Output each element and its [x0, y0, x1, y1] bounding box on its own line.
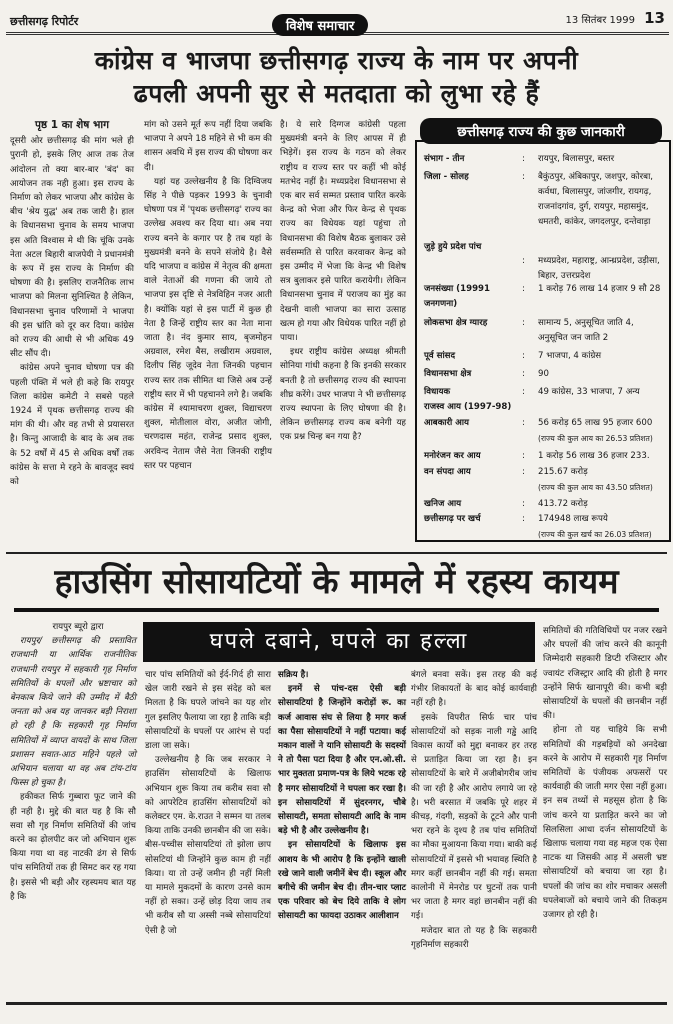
paragraph: होना तो यह चाहिये कि सभी समितियों की गड़बड़ियों को अनदेखा करने के आरोप में सहकारी गृह निर्माण समितियों के पंजीयक अफसरों पर कार्यवाही की जाती मगर ऐसा नहीं हुआ। इन सब तथ्यों से महसूस होता है कि जांच करने या प्रताड़ित करने का जो सिलसिला आधा दर्जन सोसायटियों के खिलाफ चलाया गया वह महज एक ऐसा नाटक था जिसकी आड़ में असली भ्रष्ट सोसायटियों को बचाया जा रहा है। घपलों की जांच का शोर मचाकर असली घपलेबाजों को बचाये जाने की तिकड़म उजागर हो रही है।	[543, 725, 667, 921]
story1-headline	[0, 44, 673, 110]
paragraph: इनमें से पांच-दस ऐसी बड़ी सोसायटियां है जिन्होंने करोड़ों रू. का कर्ज आवास संघ से लिया है मगर कर्ज का पैसा सोसायटियों ने नहीं पटाया। कई मकान वालों ने यानि सोसायटी के सदस्यों ने तो पैसा पटा दिया है और एन.ओ.सी. भार मुक्तता प्रमाण-पत्र के लिये भटक रहे है मगर सोसायटियों ने घपला कर रखा है। इन सोसायटियों में सुंदरनगर, चौबे सोसायटी, समता सोसायटी आदि के नाम बड़े भी है और उल्लेखनीय है।	[278, 684, 406, 837]
paragraph: इसके विपरीत सिर्फ चार पांच सोसायटियों को सड़क नाली गड्ढे आदि विकास कार्यों को मुद्दा बनाकर हर तरह से प्रताड़ित किया जा रहा है। इन सोसायटियों के बारे में अजीबोगरीब जांच की जा रही है और आरोप लगाये जा रहे है। भरी बरसात में जबकि पूरे शहर में कीचड़, गंदगी, सड़कों के टूटने और पानी भरा रहने के दृश्य है तब पांच समितियों का मौका मुआयना किया गया। बाकी कई सोसायटियों में इससे भी भयावह स्थिति है मगर कहीं छानबीन नहीं की गई। समता कालोनी में मेनरोड पर घुटनों तक पानी भर जाता है मगर वहां छानबीन नहीं की गई।	[411, 712, 537, 922]
factbox-row: जिला - सोलह : बैकुंठपुर, अंबिकापुर, जशपुर, कोरबा, कर्वधा, बिलासपुर, जांजगीर, रायगढ़, राजनांदगांव, दुर्ग, रायपुर, महासमुंद, धमतरी, कांकेर, जगदलपुर, दन्तेवाड़ा	[424, 172, 654, 227]
factbox-row: राजस्व आय (1997-98)	[424, 402, 512, 412]
story2-headline: हाउसिंग सोसायटियों के मामले में रहस्य कायम	[54, 562, 619, 602]
paragraph: रायपुर/ छत्तीसगढ़ की प्रस्तावित राजधानी या आर्थिक राजनीतिक राजधानी रायपुर में सहकारी गृह निर्माण समितियों के घपलों और भ्रष्टाचार को बेनकाब किये जाने की उम्मीद में बैठी जनता को अब यह जानकर बड़ी निराशा हो रही है कि सहकारी गृह निर्माण समितियों में व्याप्त वायदों के साथ जिला प्रशासन सवात-आठ महिने पहले जो अभियान चलाया था वह अब टांय-टांय फिस्स हो चुका है।	[10, 636, 136, 789]
factbox-row: खनिज आय : 413.72 करोड़	[424, 499, 588, 509]
story2-column-1	[10, 620, 136, 904]
factbox-row: आबकारी आय : 56 करोड़ 65 लाख 95 हजार 600 (राज्य की कुल आय का 26.53 प्रतिशत)	[424, 418, 653, 443]
paragraph: चार पांच समितियों को ईर्द-गिर्द ही सारा खेल जारी रखने से इस संदेह को बल मिलता है कि घपले जांचने का यह शोर गुल इसलिए फैलाया जा रहा है ताकि बड़ी सोसायटियों के घपलों पर आरंभ से पर्दा डाला जा सके।	[145, 670, 271, 752]
date-and-page	[566, 9, 665, 27]
page-number: 13	[644, 9, 665, 27]
continuation-label: पृष्ठ 1 का शेष भाग	[34, 119, 110, 131]
paragraph: कांग्रेस अपने चुनाव घोषणा पत्र की पहली पंक्ति में भले ही कहे कि रायपुर जिला कांग्रेस कमेटी ने सबसे पहले 1924 में पृथक छत्तीसगढ़ राज्य की मांग की थी। और वह तभी से प्रयासरत है। किन्तु आजादी के बाद के अब तक के 52 वर्षों में 45 से अधिक वर्षों तक कांग्रेस के सत्ता मे रहने के बावजूद स्वयं को	[10, 363, 134, 488]
factbox-row: मनोरंजन कर आय : 1 करोड़ 56 लाख 36 हजार 233.	[424, 451, 650, 461]
story2-kicker: घपले दबाने, घपले का हल्ला	[143, 622, 535, 662]
section-tag: विशेष समाचार	[272, 14, 368, 36]
byline: रायपुर ब्यूरो द्वारा	[52, 622, 104, 632]
story1-headline-line2: ढपली अपनी सुर से मतदाता को लुभा रहे हैं	[133, 79, 540, 108]
factbox-row: पूर्व सांसद : 7 भाजपा, 4 कांग्रेस	[424, 351, 602, 361]
paragraph: समितियों की गतिविधियों पर नजर रखने और घपलों की जांच करने की कानूनी जिम्मेदारी सहकारी डिप्टी रजिस्टार और ज्वायंट रजिस्ट्रार आदि की होती है मगर उन्होंने सिर्फ खानापूरी की। कभी बड़ी सोसायटियों के घपलों की छानबीन नहीं की।	[543, 626, 667, 722]
story1-column-3	[280, 118, 406, 445]
paragraph: उल्लेखनीय है कि जब सरकार ने हाउसिंग सोसायटियों के खिलाफ अभियान शुरू किया तब करीब सवा सौ को आपरेटिव हाउसिंग सोसायटियों को कलेक्टर एम. के.राउत ने सम्मन या तलब किया ताकि उनकी छानबीन की जा सके। बीस-पच्चीस सोसायटियां तो झोला छाप सोसटियां थी जिन्होंने कुछ काम ही नहीं किया। या तो उन्हें जमीन ही नहीं मिली या मामले मुकदमों के कारण उनसे काम नहीं हो सका। उन्हें छोड़ दिया जाय तब भी करीब सौ या अस्सी नब्बे सोसायटियां ऐसी है जो	[145, 755, 271, 936]
factbox-row: वन संपदा आय : 215.67 करोड़ (राज्य की कुल आय का 43.50 प्रतिशत)	[424, 467, 653, 492]
story2-column-5	[543, 624, 667, 922]
story1-headline-line1: कांग्रेस व भाजपा छत्तीसगढ़ राज्य के नाम पर अपनी	[94, 46, 579, 75]
factbox-row: लोकसभा क्षेत्र ग्यारह : सामान्य 5, अनुसूचित जाति 4, अनुसूचित जन जाति 2	[424, 318, 634, 343]
factbox-row: छत्तीसगढ़ पर खर्च : 174948 लाख रूपये (राज्य की कुल खर्च का 26.03 प्रतिशत)	[424, 514, 652, 539]
paragraph: इन सोसायटियों के खिलाफ इस आशय के भी आरोप है कि इन्होंने खाली रखे जाने वाली जमीनें बेच दी। स्कूल और बगीचे की जमीन बेच दी। तीन-चार प्लाट एक परिवार को बेच दिये ताकि वे लोग सोसायटी का फायदा उठाकर आलीशान	[278, 840, 406, 922]
factbox-row: जनसंख्या (19991 जनगणना) : 1 करोड़ 76 लाख 14 हजार 9 सौ 28	[424, 284, 661, 309]
paragraph: मांग को उसने मूर्त रूप नहीं दिया जबकि भाजपा ने अपने 18 महिने से भी कम की शासन अवधि में इस राज्य की घोषणा कर दी।	[144, 120, 272, 173]
paper-name: छत्तीसगढ़ रिपोर्टर	[10, 15, 79, 28]
factbox-row: विधायक : 49 कांग्रेस, 33 भाजपा, 7 अन्य	[424, 387, 640, 397]
story2-column-2	[145, 668, 271, 938]
story2-column-3	[278, 668, 406, 924]
factbox-row: संभाग - तीन : रायपुर, बिलासपुर, बस्तर	[424, 154, 615, 164]
paragraph: है। ये सारे दिग्गज कांग्रेसी पहला मुख्यमंत्री बनने के लिए आपस में ही भिड़ेगें। इस राज्य के गठन को लेकर राष्ट्रीय व राज्य स्तर पर कहीं भी कोई मतभेद नहीं है। मध्यप्रदेश विधानसभा से एक बार सर्व सम्मत प्रस्ताव पारित करके केन्द्र को भेजा और फिर केन्द्र से पृथक राज्य का विधेयक यहां पहुंचा तो विधानसभा की विशेष बैठक बुलाकर उसे सर्वसम्मति से पारित करवाकर केन्द्र को इस उम्मीद में भेजा कि केन्द्र भी विशेष सत्र बुलाकर इसे पारित करायेगी। लेकिन विधानसभा चुनाव में पराजय का मुंह का देखनी वाली भाजपा का सारा उत्साह खत्म हो गया और विधेयक पारित नहीं हो पाया।	[280, 120, 406, 344]
factbox-row: विधानसभा क्षेत्र : 90	[424, 369, 549, 379]
factbox-title: छत्तीसगढ़ राज्य की कुछ जानकारी	[420, 118, 662, 144]
paragraph: दूसरी ओर छत्तीसगढ़ की मांग भले ही पुरानी हो, इसके लिए आज तक तेज आंदोलन तो क्या बार-बार 'बंद' का आयोजन तक नही हुआ। इस राज्य के निर्माण को लेकर भाजपा और कांग्रेस के बीच 'श्रेय युद्ध' अब तक जारी है। हाल के विधानसभा चुनाव के समय भाजपा इस अति विश्वास मे थी कि चूंकि उनके नेता अटल बिहारी बाजपेयी ने प्रधानमंत्री के रूप में इस राज्य के निर्माण की घोषणा की है। इसलिए राजनैतिक लाभ भाजपा को मिलना सुनिश्चित है लेकिन, विधानसभा चुनाव परिणामों ने भाजपा की इस भ्रांति को दूर कर दिया। कांग्रेस को राज्य की आधी से भी अधिक 49 सीट सौंप दी।	[10, 136, 134, 360]
factbox-row: जुड़े हुये प्रदेश पांच : मध्यप्रदेश, महाराष्ट्र, आन्ध्रप्रदेश, उड़ीसा, बिहार, उत्तरप्रदेश	[424, 242, 660, 281]
paragraph: बंगले बनवा सकें। इस तरह की कई गंभीर शिकायतों के बाद कोई कार्यवाही नहीं रही है।	[411, 670, 537, 709]
story2-column-4	[411, 668, 537, 952]
story1-column-2	[144, 118, 272, 473]
paragraph: हकीकत सिर्फ गुब्बारा फूट जाने की ही नही है। मुद्दे की बात यह है कि सौ सवा सौ गृह निर्माण समितियों की जांच करने का ढ़ोलपीट कर जो अभियान शुरू किया गया था वह नाटकी ढंग से सिर्फ पांच समितियों तक ही सिमट कर रह गया है। इससे भी बड़ी और रहस्यमय बात यह है कि	[10, 792, 136, 902]
paragraph: इधर राष्ट्रीय कांग्रेस अध्यक्ष श्रीमती सोनिया गांधी कहना है कि इनकी सरकार बनती है तो छत्तीसगढ़ राज्य की स्थापना शीघ्र करेंगे। उधर भाजपा ने भी छत्तीसगढ़ राज्य स्थापना के लिए घोषणा की है। लेकिन छत्तीसगढ़ राज्य कब बनेगी यह एक प्रश्न चिन्ह बन गया है?	[280, 347, 406, 443]
paragraph: यहां यह उल्लेखनीय है कि दिग्विजय सिंह ने पीछे पड़कर 1993 के चुनावी घोषणा पत्र में 'पृथक छत्तीसगढ़' राज्य का उल्लेख अवश्य कर दिया था। अब नया राज्य बनने के कगार पर है तब यहां के मुख्यमंत्री बनने के सपने संजोये है। वैसे यदि भाजपा व कांग्रेस में नेतृत्व की क्षमता वाले नेताओं की गणना की जाये तो भाजपा इस दृष्टि से नेत्रविहिन नजर आती है। क्योंकि यहां से इस पार्टी में कुछ ही नेता है जिन्हें राष्ट्रीय स्तर का नेता माना जाता है। नंद कुमार साय, बृजमोहन अग्रवाल, रमेश बैस, लखीराम अग्रवाल, दिलीप सिंह जूदेव नेता जिनकी पहचान राज्य स्तर तक सीमित था जिसे अब उन्हें राष्ट्रीय स्तर में भी पहचानने लगे है। जबकि कांग्रेस में श्यामाचरण शुक्ल, विद्याचरण शुक्ल, मोतीलाल वोरा, अजीत जोगी, चरणदास महंत, राजेन्द्र प्रसाद शुक्ल, अरविन्द नेताम जैसे नेता जिनकी राष्ट्रीय स्तर पर पहचान	[144, 176, 272, 471]
paragraph: मजेदार बात तो यह है कि सहकारी गृहनिर्माण सहकारी	[411, 925, 537, 950]
issue-date: 13 सितंबर 1999	[565, 15, 635, 26]
story1-column-1	[10, 118, 134, 489]
page-bottom-rule	[6, 1002, 667, 1005]
headline-rule	[14, 608, 659, 612]
story-divider	[6, 552, 667, 554]
paragraph: सक्रिय है।	[278, 670, 309, 680]
